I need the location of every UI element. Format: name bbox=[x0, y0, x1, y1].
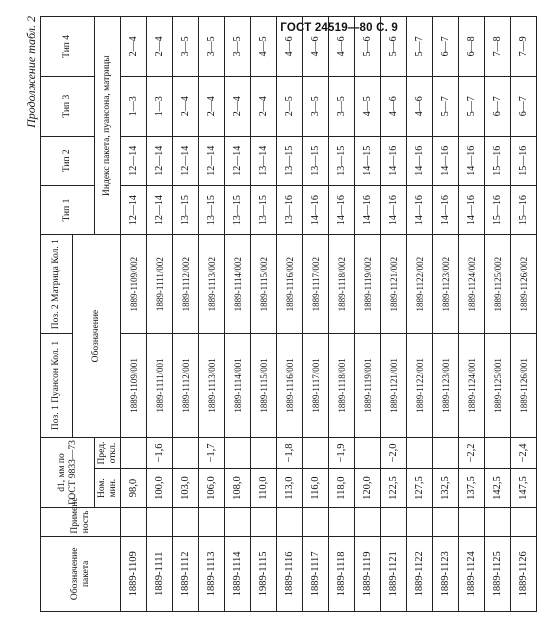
cell-type1: 12—14 bbox=[121, 185, 147, 234]
table-row bbox=[381, 17, 407, 612]
cell-code: 1889-1122 bbox=[407, 536, 433, 611]
cell-type3: 2—5 bbox=[277, 76, 303, 136]
cell-dev bbox=[121, 437, 147, 468]
cell-type3: 4—6 bbox=[407, 76, 433, 136]
cell-pos2: 1889-1116/002 bbox=[277, 235, 303, 334]
cell-type4: 3—5 bbox=[225, 17, 251, 77]
cell-type4: 2—4 bbox=[147, 17, 173, 77]
cell-pos2: 1889-1111/002 bbox=[147, 235, 173, 334]
cell-type1: 13—16 bbox=[277, 185, 303, 234]
cell-nom: 106,0 bbox=[199, 469, 225, 508]
cell-pos1: 1889-1116/001 bbox=[277, 334, 303, 438]
cell-applicability bbox=[199, 508, 225, 537]
cell-type4: 5—6 bbox=[355, 17, 381, 77]
table-row bbox=[121, 17, 147, 612]
cell-applicability bbox=[485, 508, 511, 537]
cell-nom: 103,0 bbox=[173, 469, 199, 508]
cell-dev bbox=[407, 437, 433, 468]
cell-applicability bbox=[173, 508, 199, 537]
cell-type1: 15—16 bbox=[485, 185, 511, 234]
col-index: Индекс пакета, пуансона, матрицы bbox=[95, 17, 121, 235]
cell-type2: 12—14 bbox=[173, 136, 199, 185]
cell-type3: 1—3 bbox=[147, 76, 173, 136]
cell-type3: 2—4 bbox=[173, 76, 199, 136]
cell-pos2: 1889-1124/002 bbox=[459, 235, 485, 334]
cell-pos2: 1889-1115/002 bbox=[251, 235, 277, 334]
cell-pos1: 1889-1121/001 bbox=[381, 334, 407, 438]
cell-applicability bbox=[121, 508, 147, 537]
table-row bbox=[147, 17, 173, 612]
cell-code: 1889-1117 bbox=[303, 536, 329, 611]
table-head bbox=[41, 17, 121, 612]
cell-type1: 13—15 bbox=[225, 185, 251, 234]
cell-nom: 100,0 bbox=[147, 469, 173, 508]
cell-applicability bbox=[407, 508, 433, 537]
cell-pos2: 1889-1109/002 bbox=[121, 235, 147, 334]
cell-applicability bbox=[303, 508, 329, 537]
cell-type1: 14—16 bbox=[303, 185, 329, 234]
cell-pos2: 1889-1126/002 bbox=[511, 235, 537, 334]
cell-dev bbox=[433, 437, 459, 468]
cell-pos1: 1889-1124/001 bbox=[459, 334, 485, 438]
cell-type3: 5—7 bbox=[433, 76, 459, 136]
cell-dev bbox=[173, 437, 199, 468]
cell-code: 1989-1115 bbox=[251, 536, 277, 611]
cell-type3: 3—5 bbox=[329, 76, 355, 136]
cell-dev: −1,9 bbox=[329, 437, 355, 468]
cell-type1: 14—16 bbox=[407, 185, 433, 234]
cell-dev bbox=[303, 437, 329, 468]
cell-type1: 15—16 bbox=[511, 185, 537, 234]
cell-pos2: 1889-1114/002 bbox=[225, 235, 251, 334]
cell-applicability bbox=[355, 508, 381, 537]
table-row bbox=[433, 17, 459, 612]
cell-nom: 120,0 bbox=[355, 469, 381, 508]
cell-type1: 14—16 bbox=[459, 185, 485, 234]
col-d1: d1, мм по ГОСТ 9833—73 bbox=[41, 437, 95, 507]
cell-nom: 127,5 bbox=[407, 469, 433, 508]
cell-type1: 14—16 bbox=[381, 185, 407, 234]
cell-type4: 6—8 bbox=[459, 17, 485, 77]
cell-nom: 113,0 bbox=[277, 469, 303, 508]
cell-applicability bbox=[433, 508, 459, 537]
cell-type1: 14—16 bbox=[433, 185, 459, 234]
table-row bbox=[251, 17, 277, 612]
cell-type2: 13—15 bbox=[277, 136, 303, 185]
table-row bbox=[329, 17, 355, 612]
cell-code: 1889-1125 bbox=[485, 536, 511, 611]
col-type4: Тип 4 bbox=[41, 17, 95, 77]
table-row bbox=[173, 17, 199, 612]
cell-applicability bbox=[277, 508, 303, 537]
cell-type2: 15—16 bbox=[485, 136, 511, 185]
cell-type2: 14—16 bbox=[381, 136, 407, 185]
table-row bbox=[407, 17, 433, 612]
cell-type3: 2—4 bbox=[251, 76, 277, 136]
cell-dev: −2,0 bbox=[381, 437, 407, 468]
cell-dev: −2,2 bbox=[459, 437, 485, 468]
cell-nom: 98,0 bbox=[121, 469, 147, 508]
cell-type3: 4—6 bbox=[381, 76, 407, 136]
cell-nom: 132,5 bbox=[433, 469, 459, 508]
cell-nom: 110,0 bbox=[251, 469, 277, 508]
table-row bbox=[303, 17, 329, 612]
table-row bbox=[355, 17, 381, 612]
cell-type4: 5—7 bbox=[407, 17, 433, 77]
cell-pos1: 1889-1111/001 bbox=[147, 334, 173, 438]
cell-type1: 14—16 bbox=[329, 185, 355, 234]
cell-dev bbox=[251, 437, 277, 468]
cell-applicability bbox=[251, 508, 277, 537]
cell-dev: −1,7 bbox=[199, 437, 225, 468]
cell-type4: 5—6 bbox=[381, 17, 407, 77]
cell-pos1: 1889-1114/001 bbox=[225, 334, 251, 438]
cell-dev: −1,6 bbox=[147, 437, 173, 468]
cell-applicability bbox=[459, 508, 485, 537]
cell-pos1: 1889-1119/001 bbox=[355, 334, 381, 438]
page-header: ГОСТ 24519—80 С. 9 bbox=[280, 22, 398, 34]
cell-pos2: 1889-1123/002 bbox=[433, 235, 459, 334]
cell-type4: 2—4 bbox=[121, 17, 147, 77]
cell-nom: 137,5 bbox=[459, 469, 485, 508]
cell-pos1: 1889-1118/001 bbox=[329, 334, 355, 438]
cell-type4: 3—5 bbox=[173, 17, 199, 77]
cell-type2: 15—16 bbox=[511, 136, 537, 185]
cell-type2: 12—14 bbox=[199, 136, 225, 185]
col-applicability: Примене- ность bbox=[41, 508, 121, 537]
cell-dev: −1,8 bbox=[277, 437, 303, 468]
cell-dev bbox=[225, 437, 251, 468]
cell-nom: 116,0 bbox=[303, 469, 329, 508]
col-type3: Тип 3 bbox=[41, 76, 95, 136]
cell-nom: 108,0 bbox=[225, 469, 251, 508]
cell-type1: 13—15 bbox=[251, 185, 277, 234]
col-type1: Тип 1 bbox=[41, 185, 95, 234]
col-pos1: Поз. 1 Пуансон Кол. 1 bbox=[41, 334, 73, 438]
cell-pos1: 1889-1109/001 bbox=[121, 334, 147, 438]
rotated-content bbox=[20, 16, 529, 612]
cell-pos2: 1889-1112/002 bbox=[173, 235, 199, 334]
cell-nom: 122,5 bbox=[381, 469, 407, 508]
table-row bbox=[277, 17, 303, 612]
cell-pos2: 1889-1121/002 bbox=[381, 235, 407, 334]
cell-type4: 7—9 bbox=[511, 17, 537, 77]
cell-pos2: 1889-1122/002 bbox=[407, 235, 433, 334]
col-type2: Тип 2 bbox=[41, 136, 95, 185]
cell-type2: 12—14 bbox=[225, 136, 251, 185]
cell-type4: 4—6 bbox=[303, 17, 329, 77]
cell-type1: 13—15 bbox=[199, 185, 225, 234]
cell-code: 1889-1112 bbox=[173, 536, 199, 611]
cell-type3: 2—4 bbox=[225, 76, 251, 136]
cell-type1: 13—15 bbox=[173, 185, 199, 234]
cell-type4: 4—6 bbox=[329, 17, 355, 77]
cell-type2: 13—15 bbox=[303, 136, 329, 185]
cell-pos2: 1889-1119/002 bbox=[355, 235, 381, 334]
cell-nom: 142,5 bbox=[485, 469, 511, 508]
table-row bbox=[511, 17, 537, 612]
table-body bbox=[121, 17, 537, 612]
cell-type3: 2—4 bbox=[199, 76, 225, 136]
cell-type3: 6—7 bbox=[511, 76, 537, 136]
cell-applicability bbox=[329, 508, 355, 537]
col-pos2: Поз. 2 Матрица Кол. 1 bbox=[41, 235, 73, 334]
cell-nom: 147,5 bbox=[511, 469, 537, 508]
cell-type2: 14—16 bbox=[433, 136, 459, 185]
cell-code: 1889-1118 bbox=[329, 536, 355, 611]
cell-type4: 4—5 bbox=[251, 17, 277, 77]
cell-pos2: 1889-1118/002 bbox=[329, 235, 355, 334]
cell-type4: 4—6 bbox=[277, 17, 303, 77]
cell-code: 1889-1114 bbox=[225, 536, 251, 611]
continuation-label: Продолжение табл. 2 bbox=[24, 16, 38, 128]
cell-code: 1889-1126 bbox=[511, 536, 537, 611]
cell-type2: 14—15 bbox=[355, 136, 381, 185]
cell-pos1: 1889-1125/001 bbox=[485, 334, 511, 438]
cell-code: 1889-1119 bbox=[355, 536, 381, 611]
cell-type2: 13—15 bbox=[329, 136, 355, 185]
cell-code: 1889-1124 bbox=[459, 536, 485, 611]
table-row bbox=[485, 17, 511, 612]
cell-type3: 4—5 bbox=[355, 76, 381, 136]
cell-code: 1889-1109 bbox=[121, 536, 147, 611]
cell-type1: 14—16 bbox=[355, 185, 381, 234]
cell-type3: 1—3 bbox=[121, 76, 147, 136]
cell-applicability bbox=[147, 508, 173, 537]
cell-pos1: 1889-1115/001 bbox=[251, 334, 277, 438]
cell-pos2: 1889-1125/002 bbox=[485, 235, 511, 334]
cell-pos1: 1889-1113/001 bbox=[199, 334, 225, 438]
cell-applicability bbox=[225, 508, 251, 537]
table-row bbox=[459, 17, 485, 612]
col-oboznachenie: Обозначение bbox=[73, 235, 121, 438]
cell-applicability bbox=[511, 508, 537, 537]
cell-code: 1889-1116 bbox=[277, 536, 303, 611]
cell-type2: 12—14 bbox=[121, 136, 147, 185]
cell-type3: 5—7 bbox=[459, 76, 485, 136]
cell-type3: 3—5 bbox=[303, 76, 329, 136]
cell-pos1: 1889-1122/001 bbox=[407, 334, 433, 438]
cell-code: 1889-1121 bbox=[381, 536, 407, 611]
cell-pos2: 1889-1113/002 bbox=[199, 235, 225, 334]
col-nom: Ном. мин. bbox=[95, 469, 121, 508]
cell-dev bbox=[355, 437, 381, 468]
col-dev: Пред. откл. bbox=[95, 437, 121, 468]
cell-code: 1889-1111 bbox=[147, 536, 173, 611]
cell-nom: 118,0 bbox=[329, 469, 355, 508]
cell-pos1: 1889-1117/001 bbox=[303, 334, 329, 438]
cell-type2: 13—14 bbox=[251, 136, 277, 185]
cell-type4: 3—5 bbox=[199, 17, 225, 77]
cell-pos1: 1889-1112/001 bbox=[173, 334, 199, 438]
cell-type4: 7—8 bbox=[485, 17, 511, 77]
data-table bbox=[40, 16, 537, 612]
cell-dev bbox=[485, 437, 511, 468]
cell-pos1: 1889-1126/001 bbox=[511, 334, 537, 438]
table-row bbox=[225, 17, 251, 612]
col-designation: Обозначение пакета bbox=[41, 536, 121, 611]
cell-code: 1889-1123 bbox=[433, 536, 459, 611]
cell-type3: 6—7 bbox=[485, 76, 511, 136]
cell-type1: 12—14 bbox=[147, 185, 173, 234]
cell-code: 1889-1113 bbox=[199, 536, 225, 611]
cell-type2: 14—16 bbox=[407, 136, 433, 185]
cell-type2: 12—14 bbox=[147, 136, 173, 185]
table-row bbox=[199, 17, 225, 612]
cell-type4: 6—7 bbox=[433, 17, 459, 77]
cell-pos2: 1889-1117/002 bbox=[303, 235, 329, 334]
cell-pos1: 1889-1123/001 bbox=[433, 334, 459, 438]
cell-type2: 14—16 bbox=[459, 136, 485, 185]
cell-applicability bbox=[381, 508, 407, 537]
cell-dev: −2,4 bbox=[511, 437, 537, 468]
